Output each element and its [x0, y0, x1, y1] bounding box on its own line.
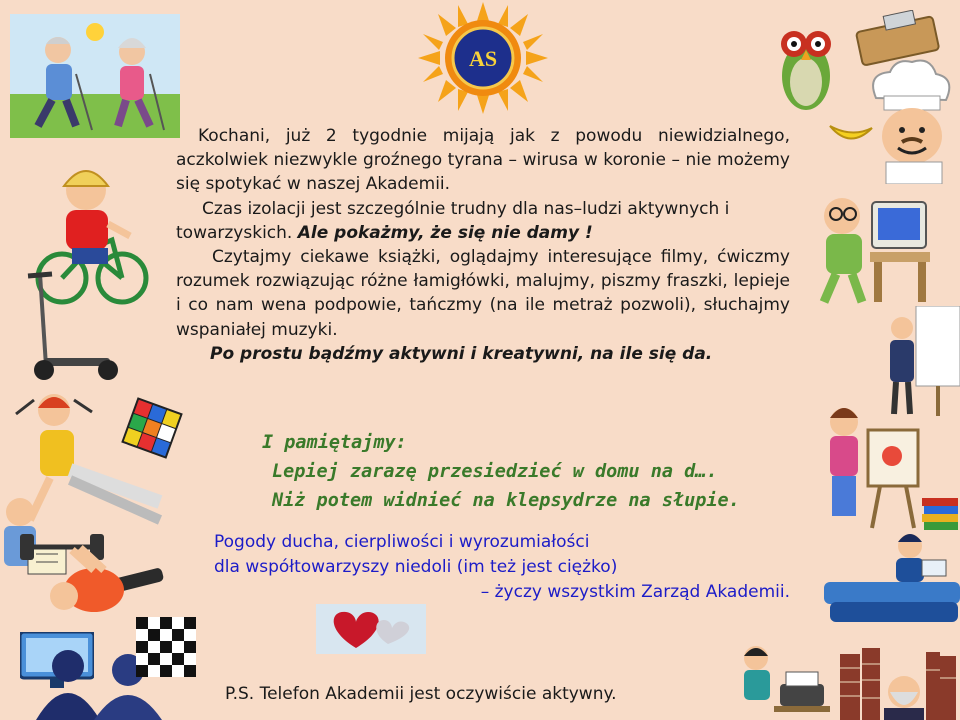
motto — [262, 428, 802, 515]
motto-line-2: Lepiej zarazę przesiedzieć w domu na d…. — [272, 461, 718, 482]
owl-icon — [774, 22, 838, 114]
wishes-line-1: Pogody ducha, cierpliwości i wyrozumiałości — [214, 532, 590, 552]
wishes-line-2: dla współtowarzyszy niedoli (im też jest ciężko) — [214, 557, 618, 577]
letter-paragraph-1: Kochani, już 2 tygodnie mijają jak z powodu niewidzialnego, aczkolwiek niezwykle groźnego tyrana – wirusa w koronie – nie możemy się spotykać w naszej Akademii. — [176, 126, 790, 195]
crossword-icon — [136, 617, 196, 677]
rubik-cube-icon — [120, 396, 184, 460]
letter-paragraph-2-text: Czas izolacji jest szczególnie trudny dla nas–ludzi aktywnych i towarzyskich. — [176, 198, 730, 243]
motto-line-3: Niż potem widnieć na klepsydrze na słupie. — [272, 490, 740, 511]
scooter-icon — [20, 270, 120, 382]
wishes-line-3: – życzy wszystkim Zarząd Akademii. — [480, 582, 790, 602]
letter-paragraph-3: Czytajmy ciekawe książki, oglądajmy interesujące filmy, ćwiczmy rozumek rozwiązując różne łamigłówki, malujmy, piszmy fraszki, lepieje i co nam wena podpowie, tańczmy (na ile metraż pozwoli), słuchajmy wspaniałej muzyki. — [176, 247, 790, 340]
letter-paragraph-4: Po prostu bądźmy aktywni i kreatywni, na ile się da. — [210, 343, 713, 364]
banana-icon — [826, 116, 874, 146]
letter-body — [176, 124, 790, 366]
books-stack-icon — [920, 494, 960, 534]
reader-on-books-icon — [824, 530, 960, 626]
postscript: P.S. Telefon Akademii jest oczywiście aktywny. — [225, 684, 617, 704]
walking-seniors-icon — [10, 14, 180, 138]
letter-paragraph-2 — [176, 197, 790, 245]
heart-icon — [316, 604, 426, 654]
motto-line-1: I pamiętajmy: — [262, 432, 407, 453]
girl-painter-icon — [818, 400, 928, 530]
typewriter-woman-icon — [730, 640, 830, 720]
svg-text:AS: AS — [468, 46, 498, 71]
chef-icon — [862, 58, 958, 184]
computer-user-icon — [806, 190, 934, 310]
wishes — [214, 530, 794, 605]
letter-paragraph-2-emphasis: Ale pokażmy, że się nie damy ! — [297, 222, 593, 243]
old-man-books-icon — [840, 648, 956, 720]
sun-logo-icon — [418, 2, 548, 114]
